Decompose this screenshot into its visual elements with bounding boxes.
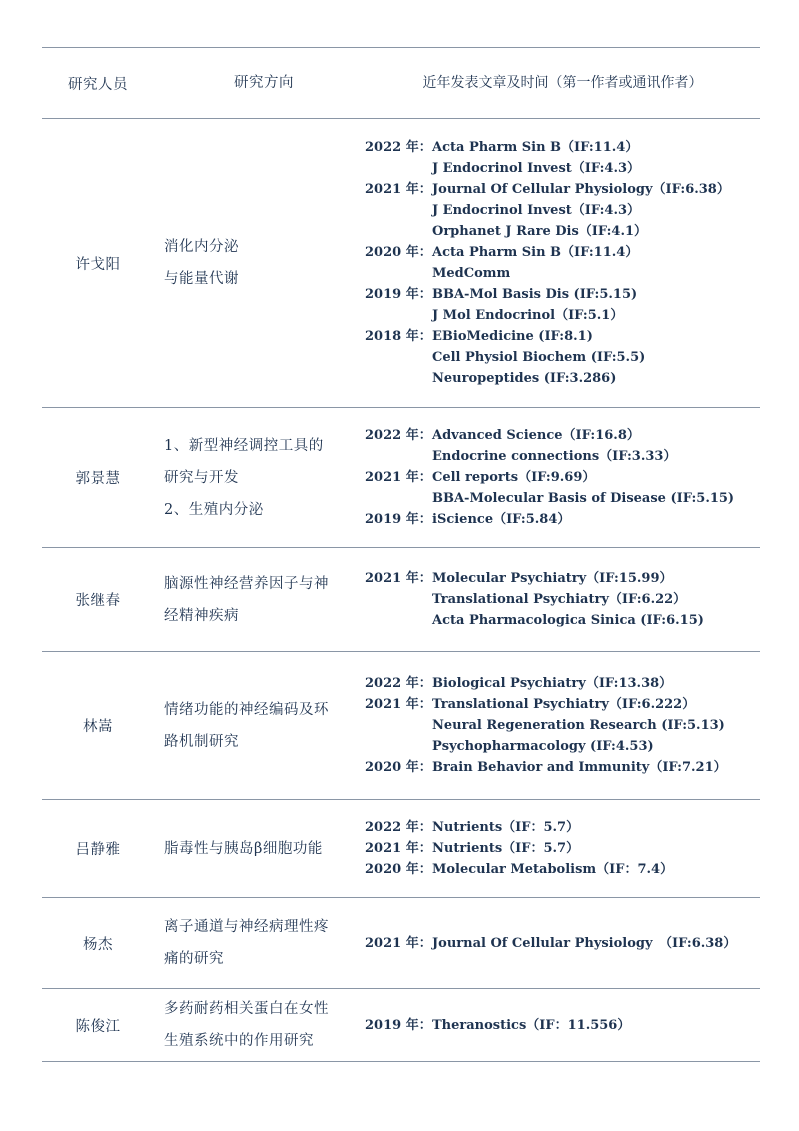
publication-year: 2019 年：: [365, 287, 432, 302]
publication-year: [365, 158, 432, 179]
publication-year: [365, 347, 432, 368]
publication-entry: [365, 467, 760, 488]
publication-year: [365, 200, 432, 221]
publication-journal: EBioMedicine (IF:8.1): [432, 329, 593, 344]
publication-journal: Orphanet J Rare Dis（IF:4.1）: [432, 224, 648, 239]
researcher-name: 许戈阳: [75, 256, 121, 273]
publication-journal: iScience（IF:5.84）: [432, 512, 571, 527]
publication-journal: Theranostics（IF：11.556）: [432, 1017, 631, 1033]
publication-journal: Endocrine connections（IF:3.33）: [432, 449, 677, 464]
publication-year: 2021 年：: [365, 697, 432, 712]
researcher-name: 陈俊江: [75, 1018, 121, 1035]
direction-line: 脂毒性与胰岛β细胞功能: [164, 840, 323, 857]
publication-journal: Translational Psychiatry（IF:6.22）: [432, 592, 687, 607]
table-row: [42, 898, 760, 988]
publication-year: 2021 年：: [365, 841, 432, 856]
research-direction: [164, 989, 354, 1061]
table-header: [42, 48, 760, 118]
publication-entry: [365, 263, 760, 284]
publication-entry: [365, 200, 760, 221]
publication-journal: Nutrients（IF：5.7）: [432, 841, 580, 856]
publication-year: 2022 年：: [365, 820, 432, 835]
research-direction: [164, 652, 354, 799]
publication-year: [365, 610, 432, 631]
direction-line: 痛的研究: [164, 951, 224, 967]
direction-line: 2、生殖内分泌: [164, 501, 264, 518]
publication-journal: Acta Pharm Sin B（IF:11.4）: [432, 140, 639, 155]
research-direction: [164, 119, 354, 407]
publication-list: [365, 119, 760, 407]
publication-journal: Cell Physiol Biochem (IF:5.5): [432, 350, 646, 365]
direction-line: 情绪功能的神经编码及环: [164, 701, 329, 718]
publication-entry: [365, 509, 760, 530]
direction-line: 离子通道与神经病理性疼: [164, 919, 329, 935]
table-row: [42, 989, 760, 1061]
publication-entry: [365, 736, 760, 757]
publication-journal: Neural Regeneration Research (IF:5.13): [432, 718, 725, 733]
publication-entry: [365, 368, 760, 389]
publication-entry: [365, 425, 760, 446]
publication-entry: [365, 757, 760, 778]
researcher-name: 郭景慧: [75, 471, 121, 487]
table-row: [42, 408, 760, 547]
publication-entry: [365, 347, 760, 368]
publication-entry: [365, 610, 760, 631]
publication-entry: [365, 137, 760, 158]
publication-journal: Neuropeptides (IF:3.286): [432, 371, 617, 386]
researcher-name: 张继春: [75, 593, 121, 609]
direction-line: 经精神疾病: [164, 607, 239, 624]
publication-year: [365, 589, 432, 610]
publication-entry: [365, 838, 760, 859]
publication-entry: [365, 715, 760, 736]
direction-line: 多药耐药相关蛋白在女性: [164, 1001, 329, 1017]
publication-journal: Cell reports（IF:9.69）: [432, 470, 596, 485]
publication-entry: [365, 305, 760, 326]
publication-year: 2018 年：: [365, 329, 432, 344]
publication-entry: [365, 817, 760, 838]
direction-line: 与能量代谢: [164, 271, 239, 287]
publication-year: 2020 年：: [365, 245, 432, 260]
research-direction: [164, 800, 354, 897]
direction-line: 脑源性神经营养因子与神: [164, 575, 329, 592]
research-direction: [164, 408, 354, 547]
table-row: [42, 119, 760, 407]
research-direction: [164, 548, 354, 651]
publication-entry: [365, 326, 760, 347]
publication-year: [365, 736, 432, 757]
direction-line: 研究与开发: [164, 469, 239, 486]
researcher-name: 杨杰: [83, 936, 113, 953]
publication-year: 2019 年：: [365, 1017, 432, 1033]
publication-journal: Journal Of Cellular Physiology （IF:6.38）: [432, 935, 737, 951]
header-direction: 研究方向: [234, 75, 294, 91]
publication-year: 2021 年：: [365, 182, 432, 197]
publication-year: 2019 年：: [365, 512, 432, 527]
publication-entry: [365, 933, 760, 954]
table-row: [42, 652, 760, 799]
publication-entry: [365, 694, 760, 715]
publication-list: [365, 408, 760, 547]
publication-year: 2020 年：: [365, 760, 432, 775]
publication-entry: [365, 221, 760, 242]
publication-year: 2022 年：: [365, 428, 432, 443]
publication-year: [365, 368, 432, 389]
publication-year: [365, 221, 432, 242]
publication-journal: Advanced Science（IF:16.8）: [432, 428, 640, 443]
table-row: [42, 548, 760, 651]
table-rule: [42, 1061, 760, 1062]
publication-list: [365, 800, 760, 897]
publication-entry: [365, 284, 760, 305]
publication-entry: [365, 446, 760, 467]
publication-year: [365, 305, 432, 326]
publication-entry: [365, 673, 760, 694]
publication-journal: Acta Pharmacologica Sinica (IF:6.15): [432, 613, 704, 628]
publication-year: 2021 年：: [365, 571, 432, 586]
direction-line: 路机制研究: [164, 733, 239, 750]
publication-entry: [365, 158, 760, 179]
publication-entry: [365, 568, 760, 589]
publication-journal: Nutrients（IF：5.7）: [432, 820, 580, 835]
publication-list: [365, 989, 760, 1061]
publication-journal: MedComm: [432, 266, 511, 281]
header-publications: 近年发表文章及时间（第一作者或通讯作者）: [422, 74, 703, 91]
publication-journal: Translational Psychiatry（IF:6.222）: [432, 697, 696, 712]
publication-journal: Molecular Psychiatry（IF:15.99）: [432, 571, 673, 586]
publication-entry: [365, 488, 760, 509]
publication-year: [365, 715, 432, 736]
publication-journal: J Mol Endocrinol（IF:5.1）: [432, 308, 624, 323]
publication-journal: BBA-Molecular Basis of Disease (IF:5.15): [432, 491, 735, 506]
researcher-name: 林嵩: [83, 719, 113, 735]
publication-entry: [365, 179, 760, 200]
publication-year: 2022 年：: [365, 140, 432, 155]
publication-year: 2022 年：: [365, 676, 432, 691]
publication-journal: Psychopharmacology (IF:4.53): [432, 739, 654, 754]
publication-entry: [365, 242, 760, 263]
header-researcher: 研究人员: [68, 76, 128, 93]
direction-line: 消化内分泌: [164, 239, 239, 255]
direction-line: 生殖系统中的作用研究: [164, 1033, 314, 1049]
publication-journal: Acta Pharm Sin B（IF:11.4）: [432, 245, 639, 260]
publication-journal: Biological Psychiatry（IF:13.38）: [432, 676, 673, 691]
publication-entry: [365, 589, 760, 610]
researcher-name: 吕静雅: [75, 842, 121, 858]
publication-entry: [365, 859, 760, 880]
publication-year: 2020 年：: [365, 862, 432, 877]
publication-journal: Brain Behavior and Immunity（IF:7.21）: [432, 760, 727, 775]
publication-year: 2021 年：: [365, 935, 432, 951]
research-direction: [164, 898, 354, 988]
publication-year: [365, 446, 432, 467]
publication-journal: J Endocrinol Invest（IF:4.3）: [432, 161, 641, 176]
publication-year: [365, 488, 432, 509]
publication-journal: Journal Of Cellular Physiology（IF:6.38）: [432, 182, 730, 197]
table-row: [42, 800, 760, 897]
publication-list: [365, 548, 760, 651]
publication-list: [365, 652, 760, 799]
publication-journal: BBA-Mol Basis Dis (IF:5.15): [432, 287, 638, 302]
publication-list: [365, 898, 760, 988]
direction-line: 1、新型神经调控工具的: [164, 437, 324, 454]
publication-entry: [365, 1015, 760, 1036]
publication-year: [365, 263, 432, 284]
publication-journal: J Endocrinol Invest（IF:4.3）: [432, 203, 641, 218]
publication-year: 2021 年：: [365, 470, 432, 485]
publication-journal: Molecular Metabolism（IF：7.4）: [432, 862, 674, 877]
